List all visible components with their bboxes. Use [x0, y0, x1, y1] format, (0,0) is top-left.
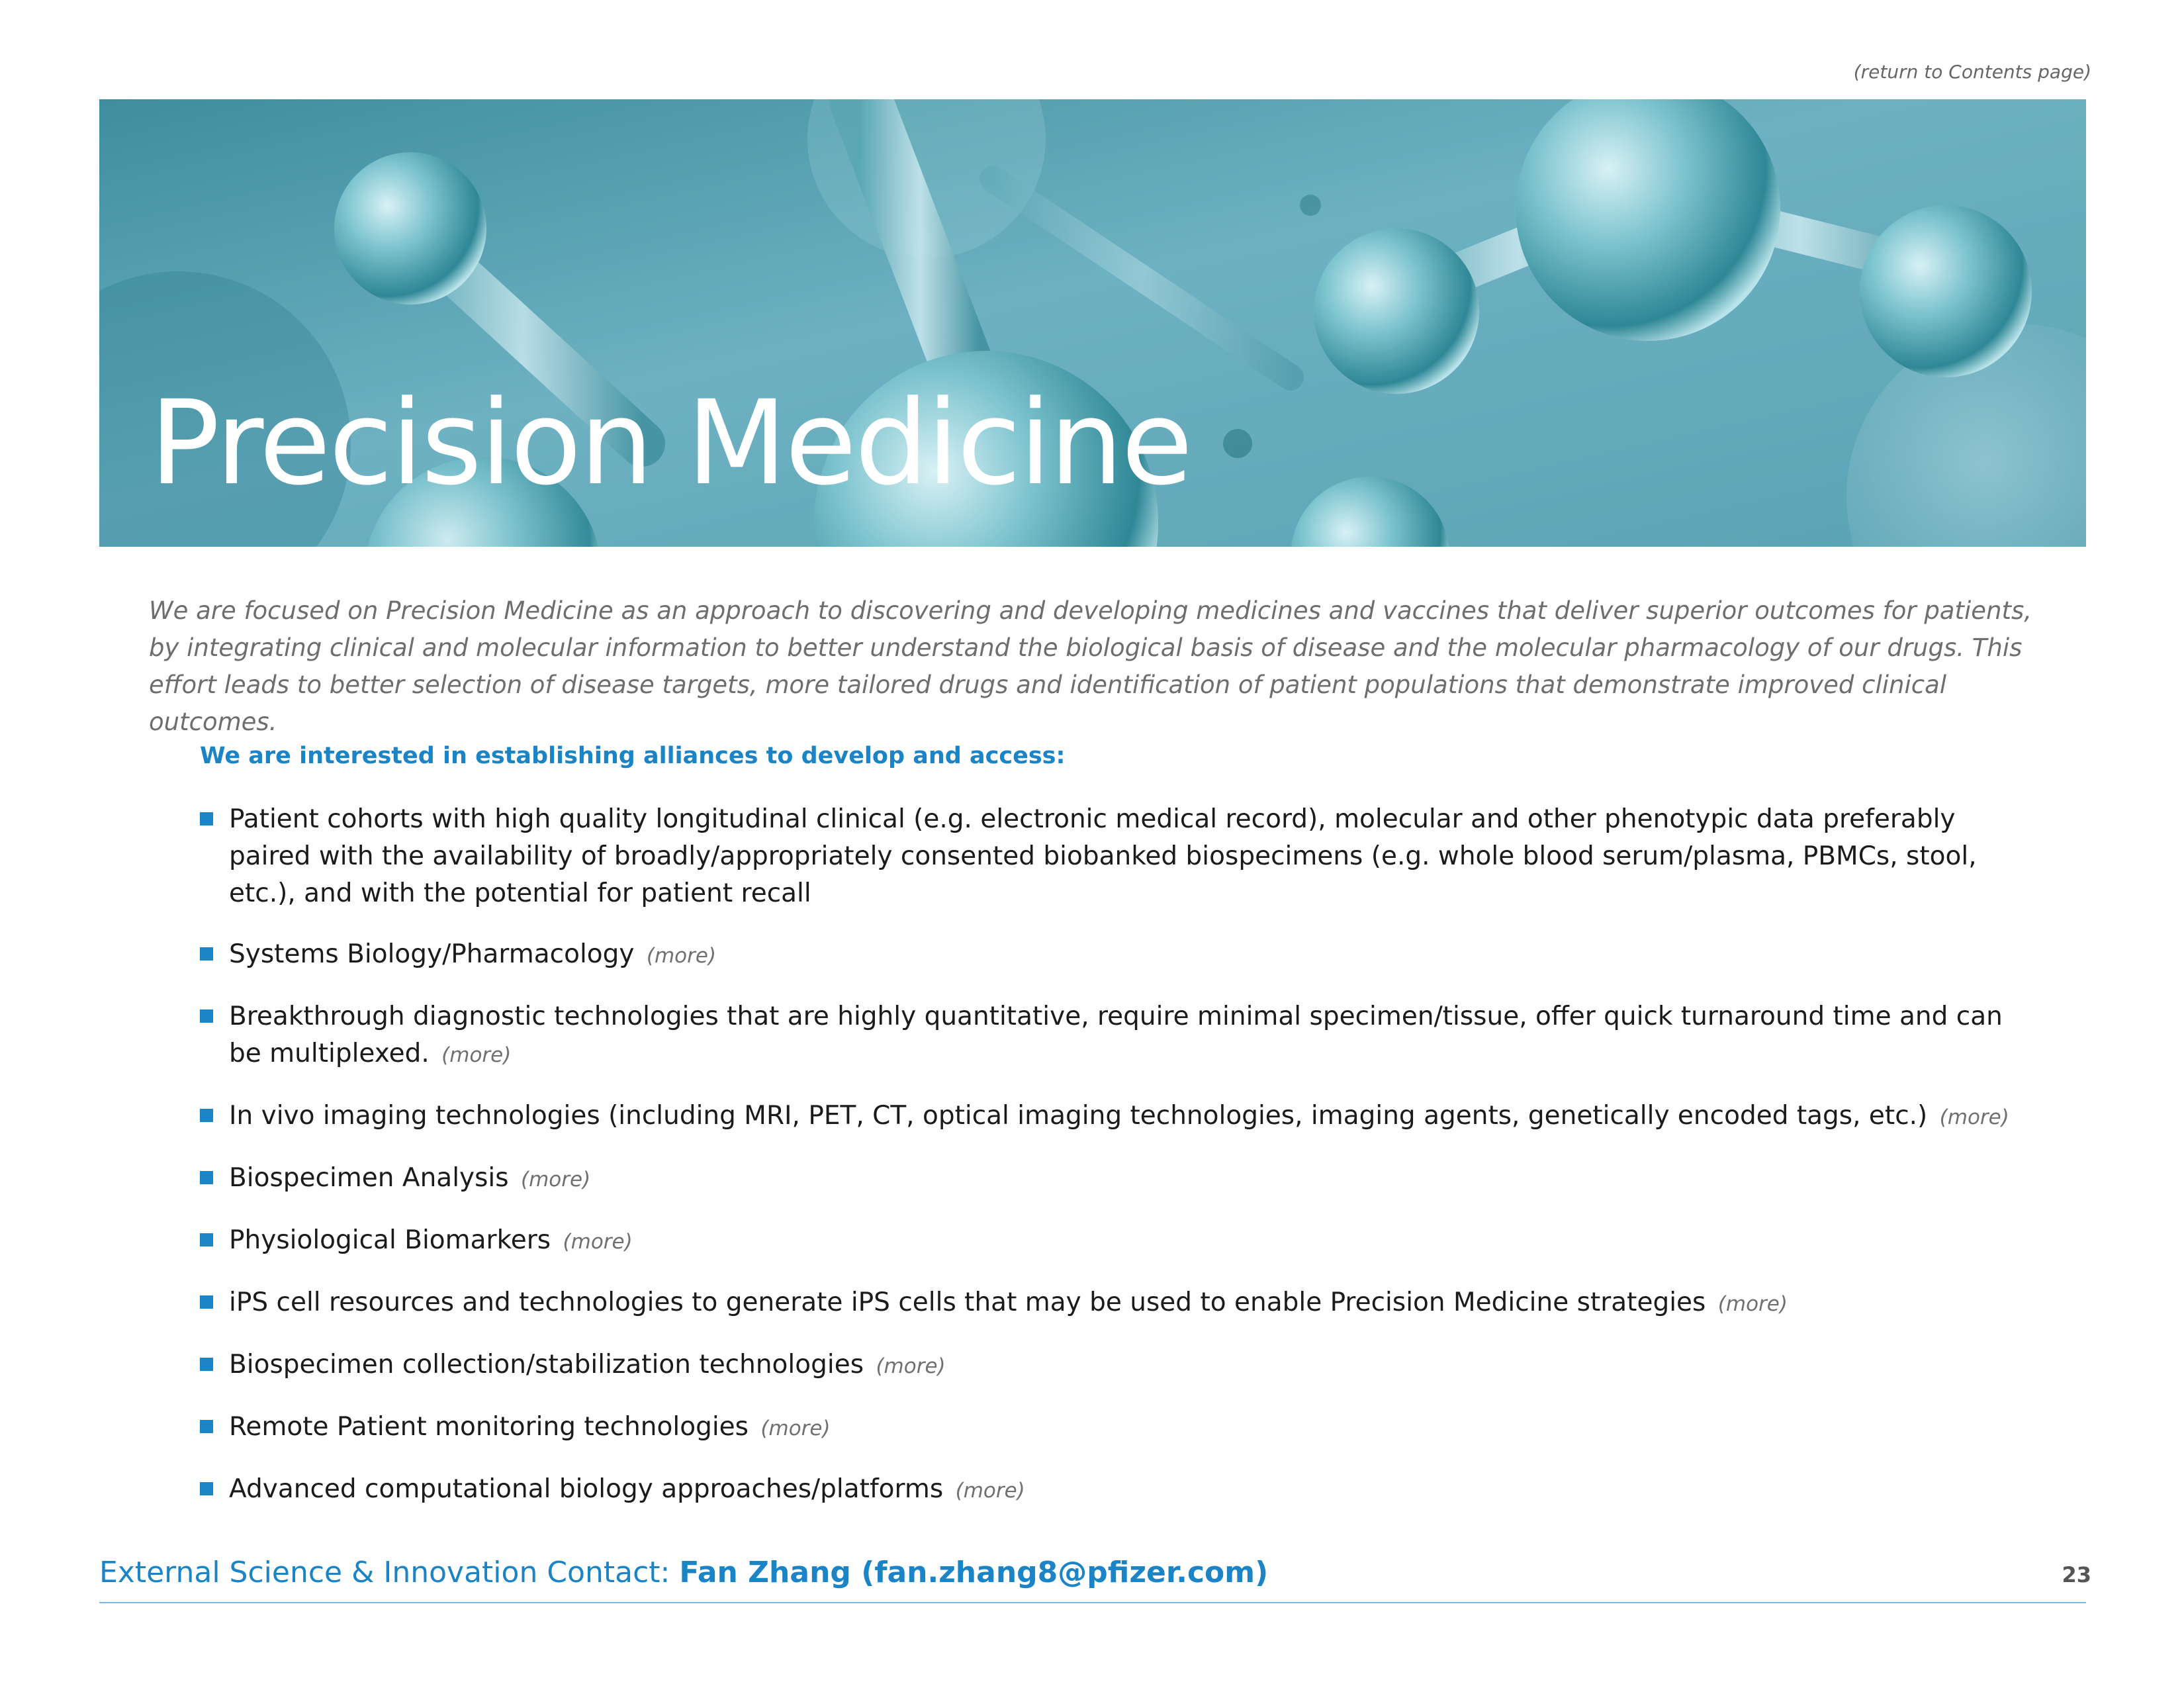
list-item [199, 1160, 2038, 1198]
list-item-text: Patient cohorts with high quality longitudinal clinical (e.g. electronic medical record), molecular and other phenotypic data preferably paired with the availability of broadly/appropriately consented biobanked biospecimens (e.g. whole blood serum/plasma, PBMCs, stool, etc.), and with the potential for patient recall [229, 804, 1977, 908]
hero-banner [99, 99, 2086, 547]
page-title: Precision Medicine [150, 375, 1191, 511]
list-item [199, 1098, 2038, 1136]
footer-contact [99, 1556, 1268, 1589]
square-bullet-icon [200, 1171, 213, 1184]
more-link[interactable]: (more) [1939, 1105, 2009, 1129]
footer-divider [99, 1602, 2086, 1603]
more-link[interactable]: (more) [646, 944, 717, 968]
list-item [199, 1222, 2038, 1260]
more-link[interactable]: (more) [521, 1168, 591, 1192]
list-item-text: Advanced computational biology approaches/platforms [229, 1474, 944, 1504]
more-link[interactable]: (more) [441, 1043, 512, 1067]
contact-email-link[interactable]: Fan Zhang (fan.zhang8@pfizer.com) [679, 1556, 1269, 1589]
page-number: 23 [2062, 1562, 2091, 1587]
list-item [199, 998, 2038, 1074]
list-item-text: iPS cell resources and technologies to generate iPS cells that may be used to enable Precision Medicine strategies [229, 1288, 1706, 1317]
list-item [199, 1284, 2038, 1323]
square-bullet-icon [200, 1295, 213, 1309]
interest-heading: We are interested in establishing alliances to develop and access: [200, 743, 1066, 769]
list-item [199, 1409, 2038, 1447]
list-item-text: Biospecimen Analysis [229, 1163, 509, 1193]
list-item [199, 1471, 2038, 1509]
alliance-list [199, 801, 2038, 1533]
more-link[interactable]: (more) [955, 1479, 1025, 1503]
more-link[interactable]: (more) [1717, 1292, 1788, 1316]
square-bullet-icon [200, 1358, 213, 1371]
list-item-text: Biospecimen collection/stabilization technologies [229, 1350, 864, 1380]
list-item-text: In vivo imaging technologies (including MRI, PET, CT, optical imaging technologies, imaging agents, genetically encoded tags, etc.) [229, 1101, 1928, 1131]
square-bullet-icon [200, 1233, 213, 1246]
list-item-text: Systems Biology/Pharmacology [229, 939, 635, 969]
square-bullet-icon [200, 812, 213, 825]
more-link[interactable]: (more) [563, 1230, 633, 1254]
square-bullet-icon [200, 1109, 213, 1122]
intro-paragraph: We are focused on Precision Medicine as an approach to discovering and developing medicines and vaccines that deliver superior outcomes for patients, by integrating clinical and molecular information to better understand the biological basis of disease and the molecular pharmacology of our drugs. This effort leads to better selection of disease targets, more tailored drugs and identification of patient populations that demonstrate improved clinical outcomes. [149, 596, 2032, 736]
list-item [199, 936, 2038, 974]
square-bullet-icon [200, 1009, 213, 1023]
square-bullet-icon [200, 947, 213, 961]
square-bullet-icon [200, 1482, 213, 1495]
return-to-contents-link[interactable]: (return to Contents page) [1853, 61, 2091, 83]
list-item-text: Breakthrough diagnostic technologies that are highly quantitative, require minimal specimen/tissue, offer quick turnaround time and can be multiplexed. [229, 1002, 2003, 1068]
list-item-text: Physiological Biomarkers [229, 1225, 551, 1255]
contact-label: External Science & Innovation Contact: [99, 1556, 670, 1589]
more-link[interactable]: (more) [876, 1354, 946, 1378]
more-link[interactable]: (more) [760, 1417, 831, 1440]
list-item [199, 1346, 2038, 1385]
list-item-text: Remote Patient monitoring technologies [229, 1412, 749, 1442]
square-bullet-icon [200, 1420, 213, 1433]
list-item [199, 801, 2038, 912]
